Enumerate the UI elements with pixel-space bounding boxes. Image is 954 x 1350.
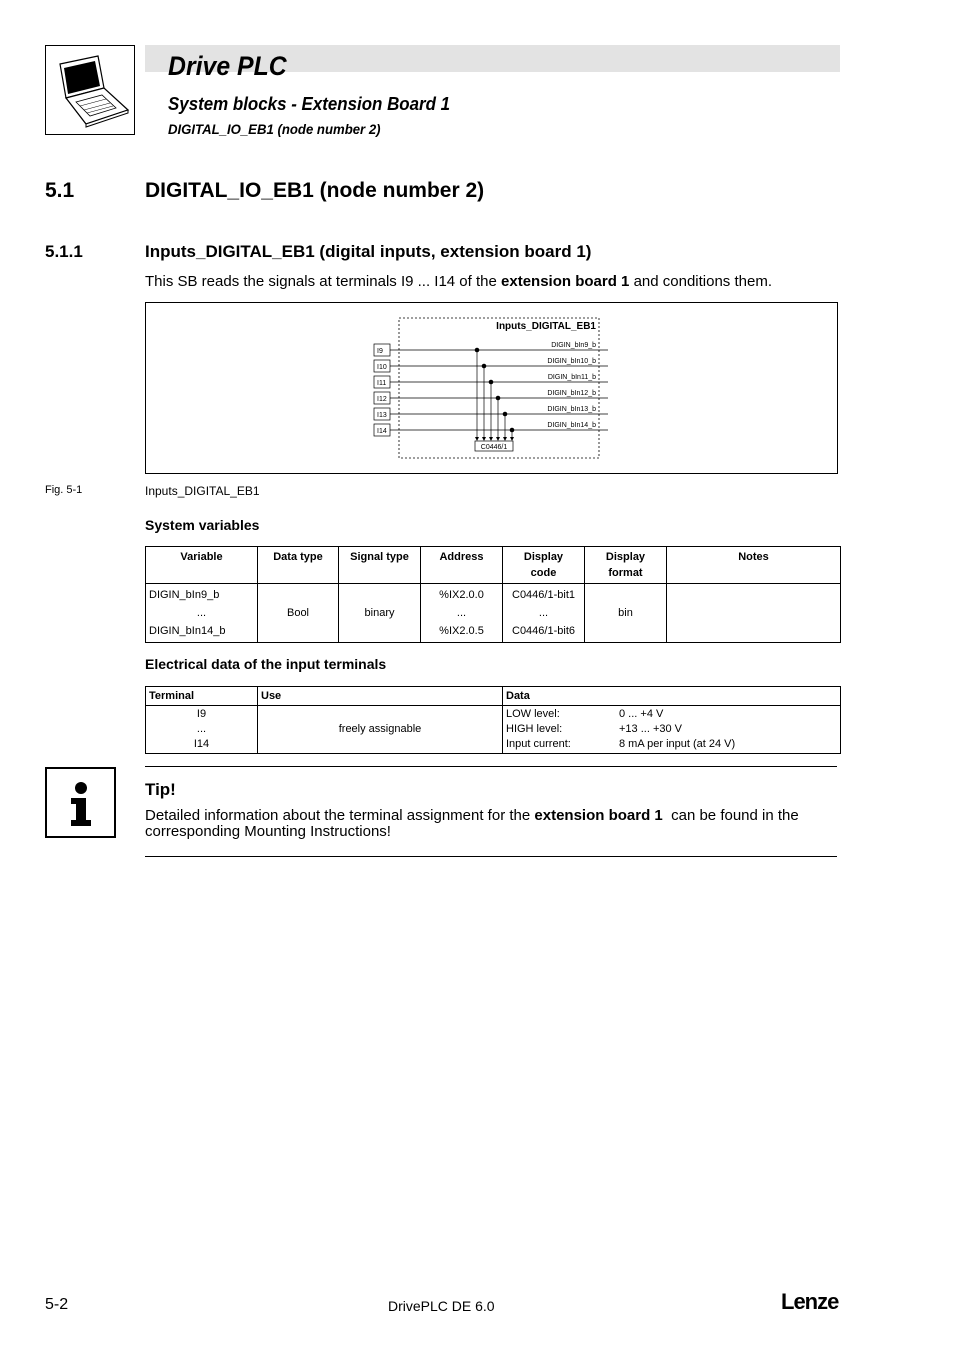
col-display-format: Display format: [585, 547, 667, 584]
input-terminal-label: I9: [377, 348, 383, 355]
tip-bottom-rule: [145, 856, 837, 857]
col-variable: Variable: [146, 547, 258, 584]
col-data: Data: [503, 687, 841, 706]
output-label: DIGIN_bIn10_b: [547, 358, 596, 365]
table-header-row: [146, 687, 841, 706]
subsection-number: 5.1.1: [45, 242, 83, 261]
code-label: C0446/1: [480, 444, 508, 451]
figure-caption-number: Fig. 5-1: [45, 484, 83, 496]
intro-suffix: and conditions them.: [633, 273, 772, 290]
col-notes: Notes: [667, 547, 841, 584]
system-variables-label: System variables: [145, 517, 260, 533]
output-label: DIGIN_bIn13_b: [547, 406, 596, 413]
laptop-icon: [46, 46, 134, 134]
input-terminal-label: I14: [377, 428, 387, 435]
col-terminal: Terminal: [146, 687, 258, 706]
intro-bold: extension board 1: [501, 273, 630, 290]
cell-display-code: C0446/1-bit1 ... C0446/1-bit6: [503, 584, 585, 643]
cell-signal-type: binary: [339, 584, 421, 643]
page-number: 5-2: [45, 1296, 69, 1313]
col-use: Use: [258, 687, 503, 706]
subsection-title: Inputs_DIGITAL_EB1 (digital inputs, extension board 1): [145, 242, 592, 261]
tap-arrow: [489, 437, 493, 441]
table-row: [146, 706, 841, 754]
input-terminal-label: I10: [377, 364, 387, 371]
output-label: DIGIN_bIn11_b: [547, 374, 596, 381]
data-line: Input current: 8 mA per input (at 24 V): [506, 738, 736, 750]
system-variables-table: [145, 546, 841, 643]
input-terminal-label: I13: [377, 412, 387, 419]
intro-paragraph: [145, 274, 772, 289]
tap-arrow: [475, 437, 479, 441]
cell-use: freely assignable: [258, 706, 503, 754]
col-signal-type: Signal type: [339, 547, 421, 584]
info-icon: [45, 767, 116, 838]
tip-title: Tip!: [145, 780, 176, 799]
tap-arrow: [503, 437, 507, 441]
tip-top-rule: [145, 766, 837, 767]
tap-arrow: [496, 437, 500, 441]
col-data-type: Data type: [258, 547, 339, 584]
page-subtitle: System blocks - Extension Board 1: [168, 94, 451, 114]
electrical-data-label: Electrical data of the input terminals: [145, 656, 387, 672]
electrical-data-table: [145, 686, 841, 754]
logo-box: [45, 45, 135, 135]
tip-text: Detailed information about the terminal assignment for the extension board 1 can be found in the corresponding Mounting Instructions!: [145, 807, 799, 840]
document-id: DrivePLC DE 6.0: [388, 1298, 495, 1314]
output-label: DIGIN_bIn12_b: [547, 390, 596, 397]
tap-arrow: [482, 437, 486, 441]
section-number: 5.1: [45, 179, 75, 202]
col-address: Address: [421, 547, 503, 584]
output-label: DIGIN_bIn14_b: [547, 422, 596, 429]
page-title: Drive PLC: [168, 51, 287, 81]
figure-caption-text: Inputs_DIGITAL_EB1: [145, 484, 260, 498]
page-subsubtitle: DIGITAL_IO_EB1 (node number 2): [168, 121, 381, 137]
input-terminal-label: I12: [377, 396, 387, 403]
col-display-code: Display code: [503, 547, 585, 584]
cell-address: %IX2.0.0 ... %IX2.0.5: [421, 584, 503, 643]
cell-data-type: Bool: [258, 584, 339, 643]
table-header-row: [146, 547, 841, 584]
block-name-label: Inputs_DIGITAL_EB1: [496, 321, 596, 332]
cell-notes: [667, 584, 841, 643]
table-row: [146, 584, 841, 643]
block-diagram: [145, 302, 838, 474]
intro-prefix: This SB reads the signals at terminals I9 ... I14 of the: [145, 273, 497, 290]
cell-variable: DIGIN_bIn9_b ... DIGIN_bIn14_b: [146, 584, 258, 643]
cell-terminal: I9 ... I14: [146, 706, 258, 754]
cell-data: [503, 706, 841, 754]
data-line: HIGH level: +13 ... +30 V: [506, 723, 682, 735]
tap-arrow: [510, 437, 514, 441]
section-title: DIGITAL_IO_EB1 (node number 2): [145, 179, 485, 202]
data-line: LOW level: 0 ... +4 V: [506, 708, 664, 720]
brand-logo: Lenze: [781, 1289, 839, 1314]
input-terminal-label: I11: [377, 380, 387, 387]
cell-display-format: bin: [585, 584, 667, 643]
output-label: DIGIN_bIn9_b: [551, 342, 596, 349]
